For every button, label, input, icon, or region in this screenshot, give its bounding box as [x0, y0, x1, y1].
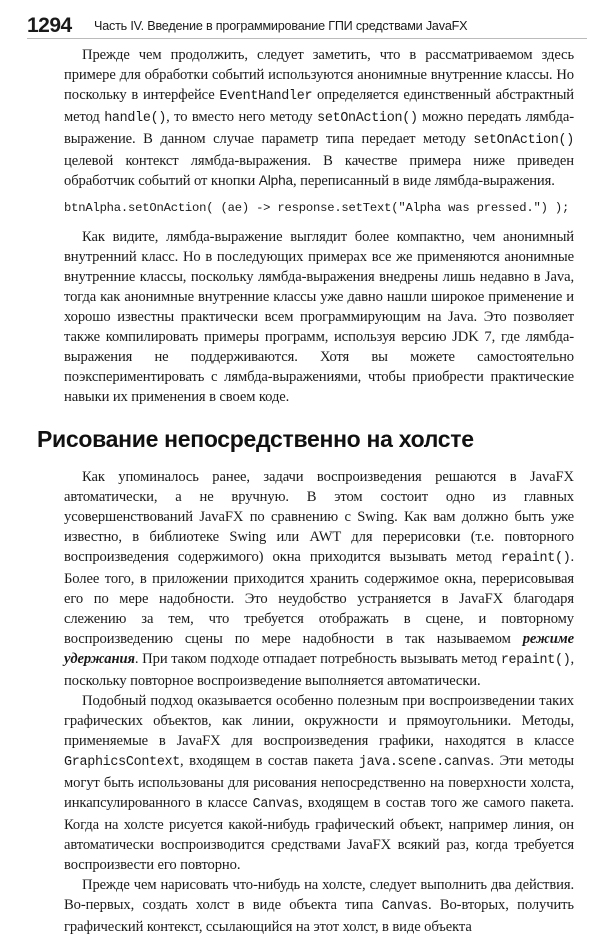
- emphasis-term: режиме удержания: [64, 631, 574, 667]
- code-inline: Canvas: [252, 797, 300, 812]
- paragraph-rendering: Как упоминалось ранее, задачи воспроизведения решаются в JavaFX автоматически, а не вручную. В этом состоит одно из главных усовершенствований JavaFX по сравнению с Swing. Как вам должно быть уже известно, в библиотеке Swing или AWT для перерисовки (т.е. повторного воспроизведения содержимого) окна приходится вызывать метод repaint(). Более того, в приложении приходится хранить содержимое окна, перерисовывая его по мере надобности. Это неудобство устраняется в JavaFX благодаря слежению за тем, что требуется отображать в сцене, и повторному воспроизведению сцены по мере надобности в так называемом режиме удержания. При таком подходе отпадает потребность вызывать метод repaint(), поскольку повторное воспроизведение выполняется автоматически.: [64, 469, 574, 689]
- code-inline: GraphicsContext: [64, 755, 181, 770]
- page-number: 1294: [27, 14, 72, 37]
- code-inline: Canvas: [381, 899, 428, 914]
- section-heading: Рисование непосредственно на холсте: [37, 426, 474, 452]
- page-body: [37, 45, 574, 937]
- code-inline: EventHandler: [219, 89, 313, 104]
- code-inline: setOnAction(): [317, 111, 418, 126]
- code-inline: setOnAction(): [473, 133, 574, 148]
- paragraph-lambda-comparison: Как видите, лямбда-выражение выглядит более компактно, чем анонимный внутренний класс. Но в последующих примерах все же применяются анонимные внутренние классы, поскольку лямбда-выражения внедрены лишь недавно в Java, тогда как анонимные внутренние классы уже давно нашли широкое применение и хорошо известны практически всем программирующим на Java. Это позволяет также компилировать примеры программ, используя версию JDK 7, где лямбда-выражения не поддерживаются. Хотя вы можете самостоятельно поэкспериментировать с лямбда-выражениями, чтобы приобрести практические навыки их применения в своем коде.: [64, 229, 574, 405]
- ui-label: Alpha: [258, 173, 294, 188]
- code-inline: handle(): [104, 111, 167, 126]
- running-head: Часть IV. Введение в программирование ГПИ средствами JavaFX: [94, 19, 468, 33]
- code-inline: java.scene.canvas: [358, 755, 491, 770]
- paragraph-lambda-intro: Прежде чем продолжить, следует заметить, что в рассматриваемом здесь примере для обработки событий используются анонимные внутренние классы. Но поскольку в интерфейсе EventHandler определяется единственный абстрактный метод handle(), то вместо него методу setOnAction() можно передать лямбда-выражение. В данном случае параметр типа передает методу setOnAction() целевой контекст лямбда-выражения. В качестве примера ниже приведен обработчик событий от кнопки Alpha, переписанный в виде лямбда-выражения.: [64, 47, 574, 189]
- paragraph-canvas-steps: Прежде чем нарисовать что-нибудь на холсте, следует выполнить два действия. Во-первых, создать холст в виде объекта типа Canvas. Во-вторых, получить графический контекст, ссылающийся на этот холст, в виде объекта: [64, 877, 574, 935]
- page-header: [27, 8, 587, 39]
- code-listing: btnAlpha.setOnAction( (ae) -> response.setText("Alpha was pressed.") );: [64, 201, 570, 215]
- code-inline: repaint(): [500, 653, 571, 668]
- paragraph-graphics-context: Подобный подход оказывается особенно полезным при воспроизведении таких графических объектов, как линии, окружности и прямоугольники. Методы, применяемые в JavaFX для воспроизведения графики, находятся в классе GraphicsContext, входящем в состав пакета java.scene.canvas. Эти методы могут быть использованы для рисования непосредственно на поверхности холста, инкапсулированного в классе Canvas, входящем в состав того же самого пакета. Когда на холсте рисуется какой-нибудь графический объект, например линия, он автоматически воспроизводится средствами JavaFX всякий раз, когда требуется воспроизвести его повторно.: [64, 693, 574, 873]
- code-inline: repaint(): [500, 551, 571, 566]
